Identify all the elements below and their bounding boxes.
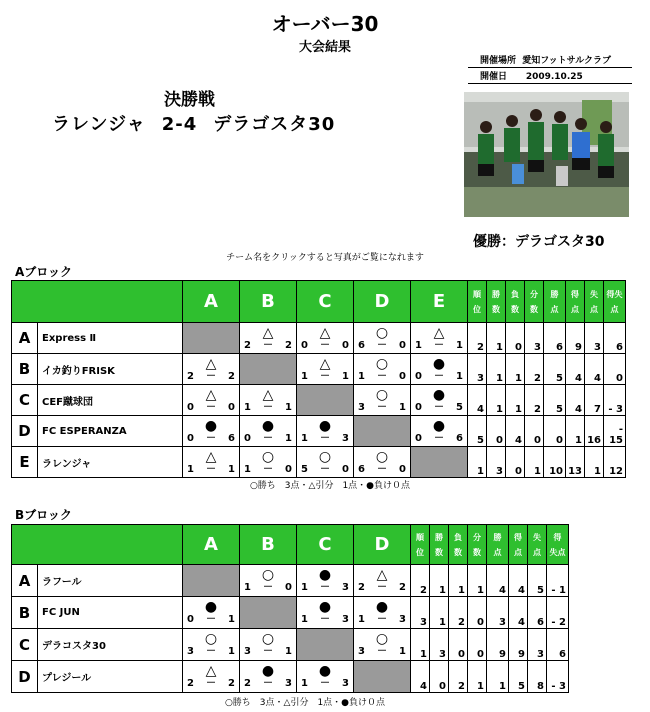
stat-value: 4 [506,416,525,447]
stat-header: 失 点 [585,281,604,323]
match-cell [354,447,411,478]
match-cell [297,565,354,597]
match-score: 1 － 1 [244,401,292,413]
stat-value: 0 [449,629,468,661]
result-mark: △ [376,567,388,583]
final-label: 決勝戦 [164,90,215,110]
match-score: 1 － 3 [301,582,349,593]
match-score: 0 － 6 [415,432,463,444]
stat-header: 負 数 [449,525,468,565]
stat-header: 勝 数 [487,281,506,323]
stat-value: 3 [525,323,544,354]
match-score: 1 － 0 [244,582,292,593]
match-score: 0 － 5 [415,401,463,413]
match-score: 6 － 0 [358,339,406,351]
result-mark: ● [261,663,275,679]
match-score: 2 － 2 [187,370,235,382]
match-score: 6 － 0 [358,463,406,475]
table-row [12,416,626,447]
header-col-c: C [297,281,354,323]
stat-value: 1 [449,565,468,597]
stat-value: 3 [585,323,604,354]
team-name-link[interactable]: デラコスタ30 [38,629,183,661]
stat-value: - 3 [604,385,626,416]
stat-value: 2 [411,565,430,597]
result-mark: △ [205,448,217,465]
result-mark: ● [432,355,446,372]
stat-value: 5 [544,385,566,416]
match-score: 0 － 6 [187,432,235,444]
stat-value: 3 [487,447,506,478]
result-mark: △ [205,386,217,403]
match-cell [240,661,297,693]
stat-header: 得 点 [509,525,528,565]
match-score: 1 － 3 [301,614,349,625]
page-subtitle: 大会結果 [298,40,351,55]
table-row [12,661,569,693]
match-cell [354,565,411,597]
match-cell [354,354,411,385]
header-row [12,525,569,565]
result-mark: ○ [318,448,332,465]
match-score: 2 － 2 [244,339,292,351]
team-name-link[interactable]: CEF蹴球団 [38,385,183,416]
team-name-link[interactable]: プレジール [38,661,183,693]
match-score: 1 － 3 [301,432,349,444]
stat-value: 1 [468,565,487,597]
stat-value: 4 [509,565,528,597]
stat-value: 1 [506,354,525,385]
match-cell [297,416,354,447]
stat-value: 0 [468,629,487,661]
self-match-cell [411,447,468,478]
match-cell [240,629,297,661]
stat-header: 勝 数 [430,525,449,565]
stat-value: 16 [585,416,604,447]
match-cell [411,323,468,354]
stat-value: - 2 [547,597,569,629]
stat-value: 9 [487,629,509,661]
result-mark: △ [262,386,274,403]
row-letter: A [12,565,38,597]
stat-value: 5 [509,661,528,693]
self-match-cell [354,661,411,693]
result-mark: △ [205,663,217,679]
match-cell [297,447,354,478]
venue-location-row: 開催場所 愛知フットサルクラブ [468,52,632,68]
result-mark: ○ [261,567,275,583]
match-score: 1 － 3 [358,614,406,625]
stat-value: 9 [509,629,528,661]
stat-value: - 1 [547,565,569,597]
team-name-link[interactable]: FC ESPERANZA [38,416,183,447]
result-mark: ○ [375,355,389,372]
match-cell [354,629,411,661]
stat-header: 負 数 [506,281,525,323]
match-score: 1 － 1 [415,339,463,351]
stat-header: 勝 点 [487,525,509,565]
self-match-cell [183,323,240,354]
stat-value: 12 [604,447,626,478]
header-blank [12,281,183,323]
team-photo [464,92,629,217]
stat-header: 失 点 [528,525,547,565]
stat-value: 6 [544,323,566,354]
stat-value: - 3 [547,661,569,693]
self-match-cell [354,416,411,447]
winner-text: 優勝：デラゴスタ30 [473,234,605,250]
stat-value: 3 [430,629,449,661]
self-match-cell [240,597,297,629]
stat-value: 4 [566,354,585,385]
row-letter: A [12,323,38,354]
team-name-link[interactable]: イカ釣りFRISK [38,354,183,385]
header-col-a: A [183,281,240,323]
stat-value: 3 [468,354,487,385]
header-col-c: C [297,525,354,565]
stat-value: 2 [525,354,544,385]
stat-value: 0 [506,447,525,478]
result-mark: ● [204,599,218,615]
row-letter: D [12,661,38,693]
header-col-d: D [354,281,411,323]
stat-value: 0 [544,416,566,447]
stat-value: 2 [525,385,544,416]
stat-value: 1 [468,447,487,478]
match-cell [411,416,468,447]
match-cell [183,597,240,629]
match-score: 1 － 3 [301,678,349,689]
stat-value: 10 [544,447,566,478]
stat-header: 順 位 [411,525,430,565]
header-col-e: E [411,281,468,323]
match-cell [183,447,240,478]
stat-header: 得 失点 [547,525,569,565]
match-score: 3 － 1 [187,646,235,657]
stat-value: 4 [487,565,509,597]
stat-value: 0 [430,661,449,693]
match-score: 0 － 1 [187,614,235,625]
result-mark: ● [261,417,275,434]
stat-value: 1 [487,661,509,693]
header-col-d: D [354,525,411,565]
result-mark: △ [319,355,331,372]
header-blank [12,525,183,565]
result-mark: △ [205,355,217,372]
match-cell [411,385,468,416]
table-row [12,354,626,385]
match-score: 2 － 2 [358,582,406,593]
team-name-link[interactable]: ラフール [38,565,183,597]
match-score: 3 － 1 [358,646,406,657]
stat-header: 勝 点 [544,281,566,323]
final-team1: ラレンジャ [52,114,146,135]
match-score: 5 － 0 [301,463,349,475]
stat-value: 8 [528,661,547,693]
match-cell [240,323,297,354]
team-name-link[interactable]: ラレンジャ [38,447,183,478]
stat-value: 1 [411,629,430,661]
stat-header: 分 数 [525,281,544,323]
block-a-legend: ○勝ち 3点・△引分 1点・●負け０点 [249,481,411,491]
match-score: 3 － 1 [358,401,406,413]
self-match-cell [183,565,240,597]
stat-value: 5 [528,565,547,597]
final-result [52,110,351,136]
match-cell [183,354,240,385]
match-cell [240,447,297,478]
stat-value: 7 [585,385,604,416]
stat-value: 1 [506,385,525,416]
team-name-link[interactable]: FC JUN [38,597,183,629]
stat-value: 1 [566,416,585,447]
stat-value: 6 [604,323,626,354]
result-mark: ○ [375,386,389,403]
block-b-label: Bブロック [15,508,72,522]
match-cell [411,354,468,385]
match-cell [297,354,354,385]
self-match-cell [240,354,297,385]
self-match-cell [297,629,354,661]
block-a-label: Aブロック [15,265,73,279]
stat-value: 0 [468,597,487,629]
match-cell [240,385,297,416]
stat-header: 順 位 [468,281,487,323]
stat-value: 0 [604,354,626,385]
stat-value: 1 [487,354,506,385]
result-mark: ○ [375,324,389,341]
match-cell [354,323,411,354]
stat-value: 4 [411,661,430,693]
stat-value: 1 [585,447,604,478]
final-score: 2-4 [161,114,198,135]
stat-value: 2 [449,661,468,693]
stat-value: 3 [411,597,430,629]
header-row [12,281,626,323]
match-cell [240,565,297,597]
stat-value: 1 [430,565,449,597]
result-mark: ● [318,599,332,615]
stat-value: 9 [566,323,585,354]
block-a-table [11,280,626,478]
match-score: 0 － 1 [415,370,463,382]
result-mark: ○ [204,631,218,647]
table-row [12,597,569,629]
stat-header: 得 点 [566,281,585,323]
page-title: オーバー30 [271,12,379,36]
match-score: 2 － 2 [187,678,235,689]
row-letter: C [12,629,38,661]
stat-value: 1 [487,385,506,416]
stat-value: 4 [509,597,528,629]
match-score: 0 － 1 [244,432,292,444]
team-name-link[interactable]: Express Ⅱ [38,323,183,354]
stat-value: 2 [449,597,468,629]
match-score: 3 － 1 [244,646,292,657]
final-team2: デラゴスタ30 [213,114,336,135]
match-cell [240,416,297,447]
match-score: 2 － 3 [244,678,292,689]
stat-value: 1 [487,323,506,354]
match-cell [183,629,240,661]
stat-value: 3 [487,597,509,629]
row-letter: D [12,416,38,447]
match-score: 0 － 0 [301,339,349,351]
result-mark: △ [319,324,331,341]
table-row [12,447,626,478]
result-mark: ● [318,663,332,679]
stat-header: 分 数 [468,525,487,565]
stat-value: 13 [566,447,585,478]
result-mark: △ [262,324,274,341]
header-col-b: B [240,525,297,565]
result-mark: ○ [375,631,389,647]
result-mark: ● [432,417,446,434]
stat-value: 1 [430,597,449,629]
stat-value: 4 [585,354,604,385]
block-b-legend: ○勝ち 3点・△引分 1点・●負け０点 [224,698,386,708]
result-mark: ○ [261,448,275,465]
match-score: 1 － 1 [301,370,349,382]
stat-value: 3 [528,629,547,661]
stat-value: 5 [544,354,566,385]
match-cell [183,661,240,693]
match-score: 0 － 0 [187,401,235,413]
stat-value: 6 [528,597,547,629]
table-row [12,565,569,597]
result-mark: ○ [261,631,275,647]
match-score: 1 － 0 [358,370,406,382]
row-letter: B [12,597,38,629]
match-score: 1 － 0 [244,463,292,475]
match-cell [183,416,240,447]
result-mark: ○ [375,448,389,465]
stat-value: 0 [506,323,525,354]
stat-value: 1 [468,661,487,693]
row-letter: E [12,447,38,478]
header-col-a: A [183,525,240,565]
stat-value: 0 [525,416,544,447]
stat-value: 4 [468,385,487,416]
stat-value: - 15 [604,416,626,447]
block-b-table [11,524,569,693]
row-letter: B [12,354,38,385]
click-note: チーム名をクリックすると写真がご覧になれます [226,253,424,263]
header-col-b: B [240,281,297,323]
stat-value: 6 [547,629,569,661]
match-cell [354,385,411,416]
venue-info [468,52,632,84]
venue-date-row: 開催日 2009.10.25 [468,68,632,84]
result-mark: ● [318,567,332,583]
stat-value: 0 [487,416,506,447]
result-mark: ● [318,417,332,434]
table-row [12,385,626,416]
match-cell [297,661,354,693]
result-mark: ● [432,386,446,403]
stat-value: 1 [525,447,544,478]
table-row [12,323,626,354]
table-row [12,629,569,661]
match-cell [297,323,354,354]
row-letter: C [12,385,38,416]
result-mark: △ [433,324,445,341]
match-score: 1 － 1 [187,463,235,475]
result-mark: ● [204,417,218,434]
stat-value: 5 [468,416,487,447]
match-cell [183,385,240,416]
stat-value: 2 [468,323,487,354]
result-mark: ● [375,599,389,615]
self-match-cell [297,385,354,416]
match-cell [354,597,411,629]
stat-value: 4 [566,385,585,416]
stat-header: 得失 点 [604,281,626,323]
match-cell [297,597,354,629]
